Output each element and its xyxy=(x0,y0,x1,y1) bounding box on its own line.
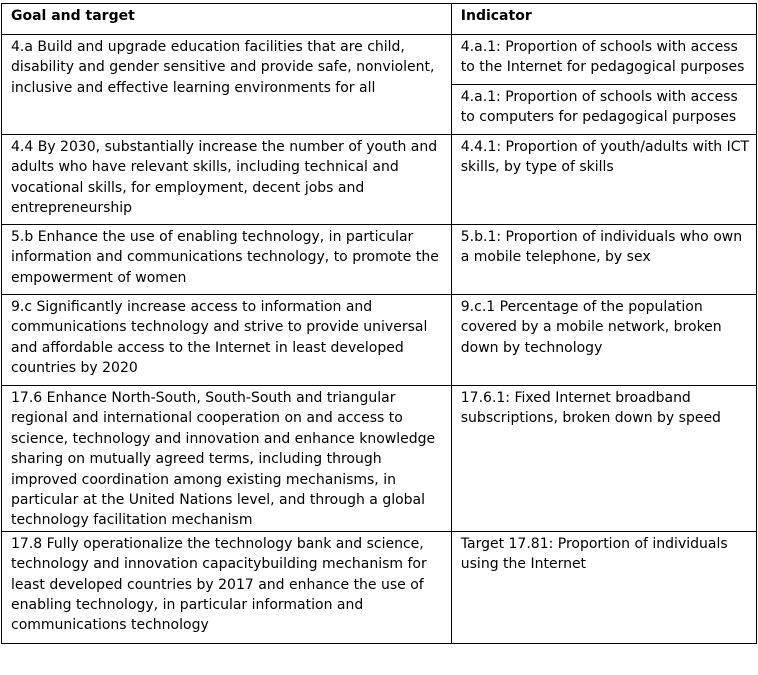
table-header-row xyxy=(2,4,757,35)
goal-cell-17-8: 17.8 Fully operationalize the technology bank and science, technology and innovation capacitybuilding mechanism for least developed countries by 2017 and enhance the use of enabling technology, in particular information and communications technology xyxy=(2,531,452,643)
goal-cell-4a: 4.a Build and upgrade education facilities that are child, disability and gender sensitive and provide safe, nonviolent, inclusive and effective learning environments for all xyxy=(2,35,452,135)
indicator-cell-4a1-computers: 4.a.1: Proportion of schools with access to computers for pedagogical purposes xyxy=(451,85,756,135)
goal-cell-5b: 5.b Enhance the use of enabling technology, in particular information and communications technology, to promote the empowerment of women xyxy=(2,225,452,295)
goal-cell-4-4: 4.4 By 2030, substantially increase the number of youth and adults who have relevant skills, including technical and vocational skills, for employment, decent jobs and entrepreneurship xyxy=(2,135,452,225)
indicator-cell-17-6-1: 17.6.1: Fixed Internet broadband subscriptions, broken down by speed xyxy=(451,386,756,532)
table-row xyxy=(2,531,757,643)
table-row xyxy=(2,35,757,85)
table-row xyxy=(2,135,757,225)
table-row xyxy=(2,386,757,532)
header-indicator: Indicator xyxy=(451,4,756,35)
sdg-goals-table xyxy=(1,3,757,644)
indicator-cell-4-4-1: 4.4.1: Proportion of youth/adults with ICT skills, by type of skills xyxy=(451,135,756,225)
header-goal-and-target: Goal and target xyxy=(2,4,452,35)
indicator-cell-9c1: 9.c.1 Percentage of the population covered by a mobile network, broken down by technology xyxy=(451,295,756,386)
goal-cell-9c: 9.c Significantly increase access to information and communications technology and strive to provide universal and affordable access to the Internet in least developed countries by 2020 xyxy=(2,295,452,386)
indicator-cell-17-8-1: Target 17.81: Proportion of individuals using the Internet xyxy=(451,531,756,643)
table-row xyxy=(2,225,757,295)
goal-cell-17-6: 17.6 Enhance North-South, South-South and triangular regional and international cooperation on and access to science, technology and innovation and enhance knowledge sharing on mutually agreed terms, including through improved coordination among existing mechanisms, in particular at the United Nations level, and through a global technology facilitation mechanism xyxy=(2,386,452,532)
indicator-cell-4a1-internet: 4.a.1: Proportion of schools with access to the Internet for pedagogical purposes xyxy=(451,35,756,85)
indicator-cell-5b1: 5.b.1: Proportion of individuals who own a mobile telephone, by sex xyxy=(451,225,756,295)
table-row xyxy=(2,295,757,386)
